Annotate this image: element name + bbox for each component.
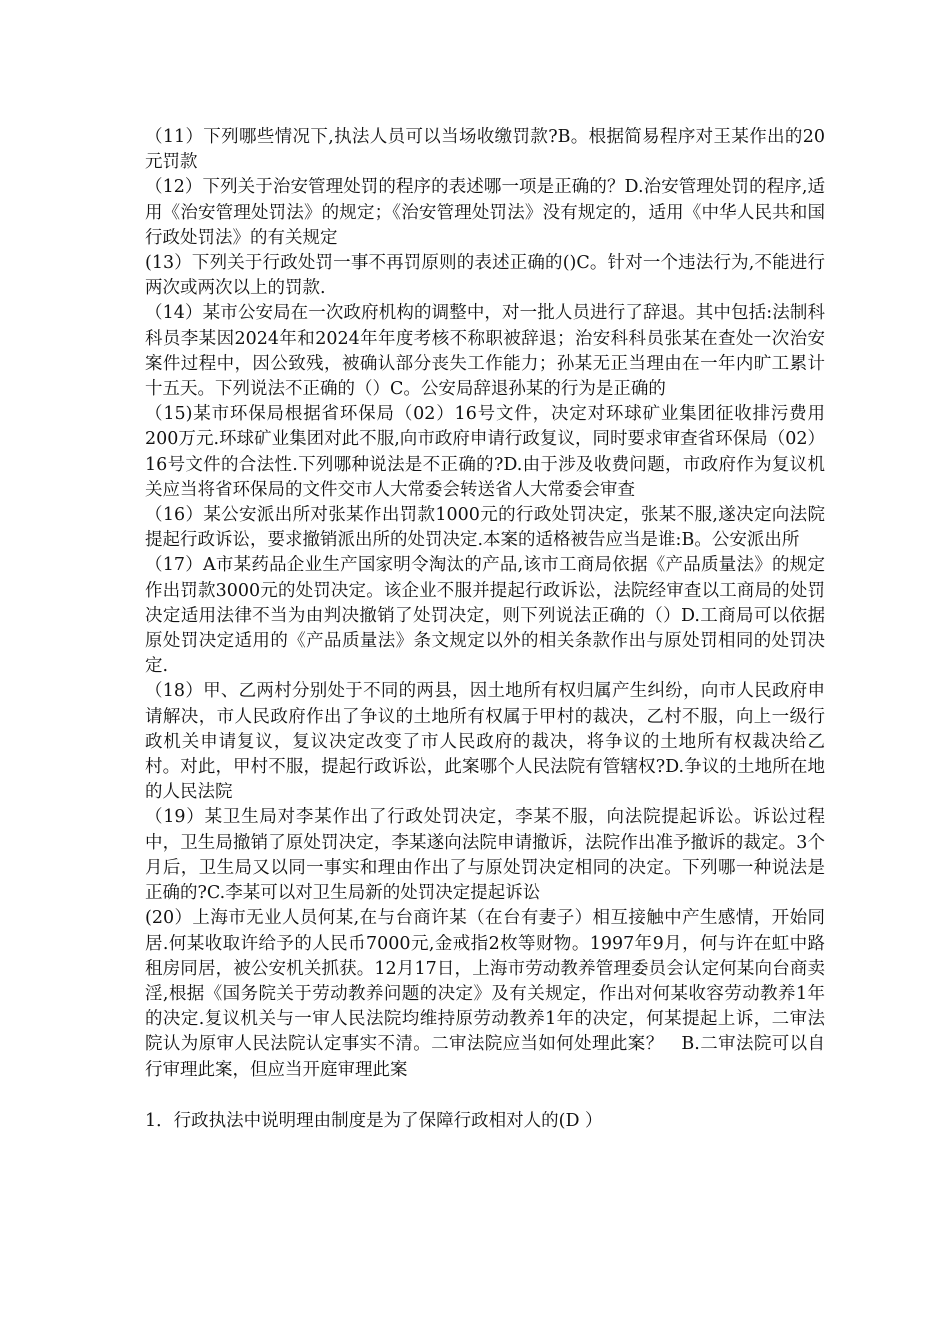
paragraph-q18: （18）甲、乙两村分别处于不同的两县，因土地所有权归属产生纠纷，向市人民政府申请解决，市人民政府作出了争议的土地所有权属于甲村的裁决，乙村不服，向上一级行政机关申请复议，复议决定改变了市人民政府的裁决，将争议的土地所有权裁决给乙村。对此，甲村不服，提起行政诉讼，此案哪个人民法院有管辖权?D.争议的土地所在地的人民法院 [145,681,825,803]
paragraph-q15: （15)某市环保局根据省环保局（02）16号文件，决定对环球矿业集团征收排污费用200万元.环球矿业集团对此不服,向市政府申请行政复议，同时要求审查省环保局（02）16号文件的合法性.下列哪种说法是不正确的?D.由于涉及收费问题，市政府作为复议机关应当将省环保局的文件交市人大常委会转送省人大常委会审查 [145,404,825,500]
paragraph-q19: （19）某卫生局对李某作出了行政处罚决定，李某不服，向法院提起诉讼。诉讼过程中，卫生局撤销了原处罚决定，李某遂向法院申请撤诉，法院作出准予撤诉的裁定。3个月后，卫生局又以同一事实和理由作出了与原处罚决定相同的决定。下列哪一种说法是正确的?C.李某可以对卫生局新的处罚决定提起诉讼 [145,807,825,904]
paragraph-q12: （12）下列关于治安管理处罚的程序的表述哪一项是正确的？D.治安管理处罚的程序,适用《治安管理处罚法》的规定；《治安管理处罚法》没有规定的，适用《中华人民共和国行政处罚法》的有关规定 [145,177,825,248]
question-1: 1．行政执法中说明理由制度是为了保障行政相对人的(D ） [145,1110,603,1131]
paragraph-q20: (20）上海市无业人员何某,在与台商许某（在台有妻子）相互接触中产生感情，开始同居.何某收取许给予的人民币7000元,金戒指2枚等财物。1997年9月，何与许在虹中路租房同居，被公安机关抓获。12月17日，上海市劳动教养管理委员会认定何某向台商卖淫,根据《国务院关于劳动教养问题的决定》及有关规定，作出对何某收容劳动教养1年的决定.复议机关与一审人民法院均维持原劳动教养1年的决定，何某提起上诉，二审法院认为原审人民法院认定事实不清。二审法院应当如何处理此案？ B.二审法院可以自行审理此案，但应当开庭审理此案 [145,908,825,1080]
paragraph-q14: （14）某市公安局在一次政府机构的调整中，对一批人员进行了辞退。其中包括:法制科科员李某因2024年和2024年年度考核不称职被辞退；治安科科员张某在查处一次治安案件过程中，因公致残，被确认部分丧失工作能力；孙某无正当理由在一年内旷工累计十五天。下列说法不正确的（）C。公安局辞退孙某的行为是正确的 [145,303,825,400]
paragraph-q17: （17）A市某药品企业生产国家明令淘汰的产品,该市工商局依据《产品质量法》的规定作出罚款3000元的处罚决定。该企业不服并提起行政诉讼，法院经审查以工商局的处罚决定适用法律不当为由判决撤销了处罚决定，则下列说法正确的（）D.工商局可以依据原处罚决定适用的《产品质量法》条文规定以外的相关条款作出与原处罚相同的处罚决定. [145,555,825,677]
document-page [145,125,825,1134]
paragraph-spacer [145,1083,825,1109]
paragraph-q13: (13）下列关于行政处罚一事不再罚原则的表述正确的()C。针对一个违法行为,不能进行两次或两次以上的罚款. [145,253,825,299]
paragraph-q11: （11）下列哪些情况下,执法人员可以当场收缴罚款?B。根据简易程序对王某作出的20元罚款 [145,127,825,173]
paragraph-q16: （16）某公安派出所对张某作出罚款1000元的行政处罚决定，张某不服,遂决定向法院提起行政诉讼，要求撤销派出所的处罚决定.本案的适格被告应当是谁:B。公安派出所 [145,505,825,551]
